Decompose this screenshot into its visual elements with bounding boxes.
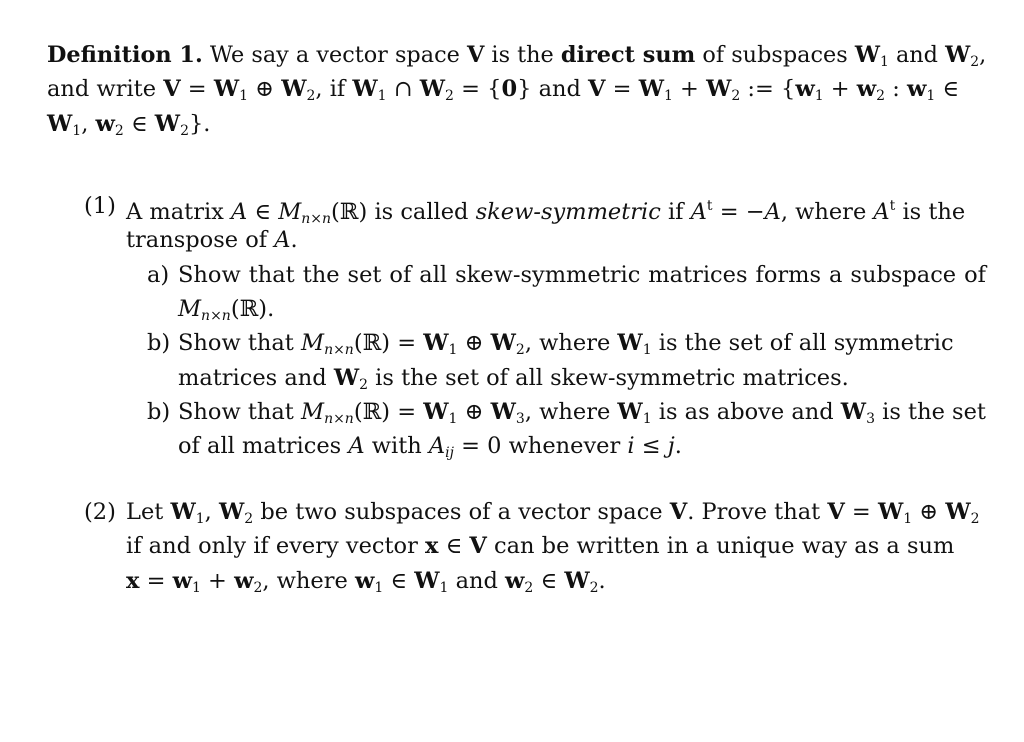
item-2-line-3: $x = w_1 + w_2$, where $w_1$ ∈ $W_1$ and $w_2$ ∈ $W_2$. (126, 568, 606, 596)
item-1-number: (1) (84, 193, 116, 219)
item-2-line-2: if and only if every vector x ∈ V can be written in a unique way as a sum (126, 533, 955, 559)
item-2-number: (2) (84, 499, 116, 525)
definition-line-1: Definition 1. We say a vector space V is the direct sum of subspaces $W_1$ and $W_2$, (47, 42, 987, 70)
definition-heading: Definition 1. (47, 42, 203, 68)
definition-line-2: and write $V = W_1$ ⊕ $W_2$, if $W_1$ ∩ $W_2 = \{0\}$ and $V = W_1 + W_2$ := {$w_1 + w_2$ : $w_1$ ∈ (47, 76, 960, 104)
part-c-line-1: Show that $M_{n\times n}(ℝ) = W_1$ ⊕ $W_3$, where $W_1$ is as above and $W_3$ is the set (178, 399, 986, 427)
direct-sum-term: direct sum (560, 42, 696, 68)
part-c-label: b) (147, 399, 171, 425)
part-b-label: b) (147, 330, 171, 356)
part-b-line-2: matrices and $W_2$ is the set of all skew-symmetric matrices. (178, 365, 849, 393)
item-1-line-1: A matrix A ∈ $M_{n\times n}(ℝ)$ is called skew-symmetric if $A^t = -A$, where $A^t$ is the (126, 198, 966, 227)
item-2-line-1: Let $W_1$, $W_2$ be two subspaces of a vector space V. Prove that $V = W_1$ ⊕ $W_2$ (126, 499, 980, 527)
item-1-line-2: transpose of A. (126, 227, 298, 253)
part-a-label: a) (147, 262, 170, 288)
part-a-line-1: Show that the set of all skew-symmetric matrices forms a subspace of (178, 262, 986, 288)
part-c-line-2: of all matrices A with $A_{ij} = 0$ whenever i ≤ j. (178, 433, 682, 461)
skew-symmetric-term: skew-symmetric (475, 199, 661, 225)
part-b-line-1: Show that $M_{n\times n}(ℝ) = W_1$ ⊕ $W_2$, where $W_1$ is the set of all symmetric (178, 330, 954, 358)
part-a-line-2: $M_{n\times n}(ℝ)$. (178, 296, 275, 324)
definition-line-3: $W_1$, $w_2$ ∈ $W_2$}. (47, 111, 211, 139)
